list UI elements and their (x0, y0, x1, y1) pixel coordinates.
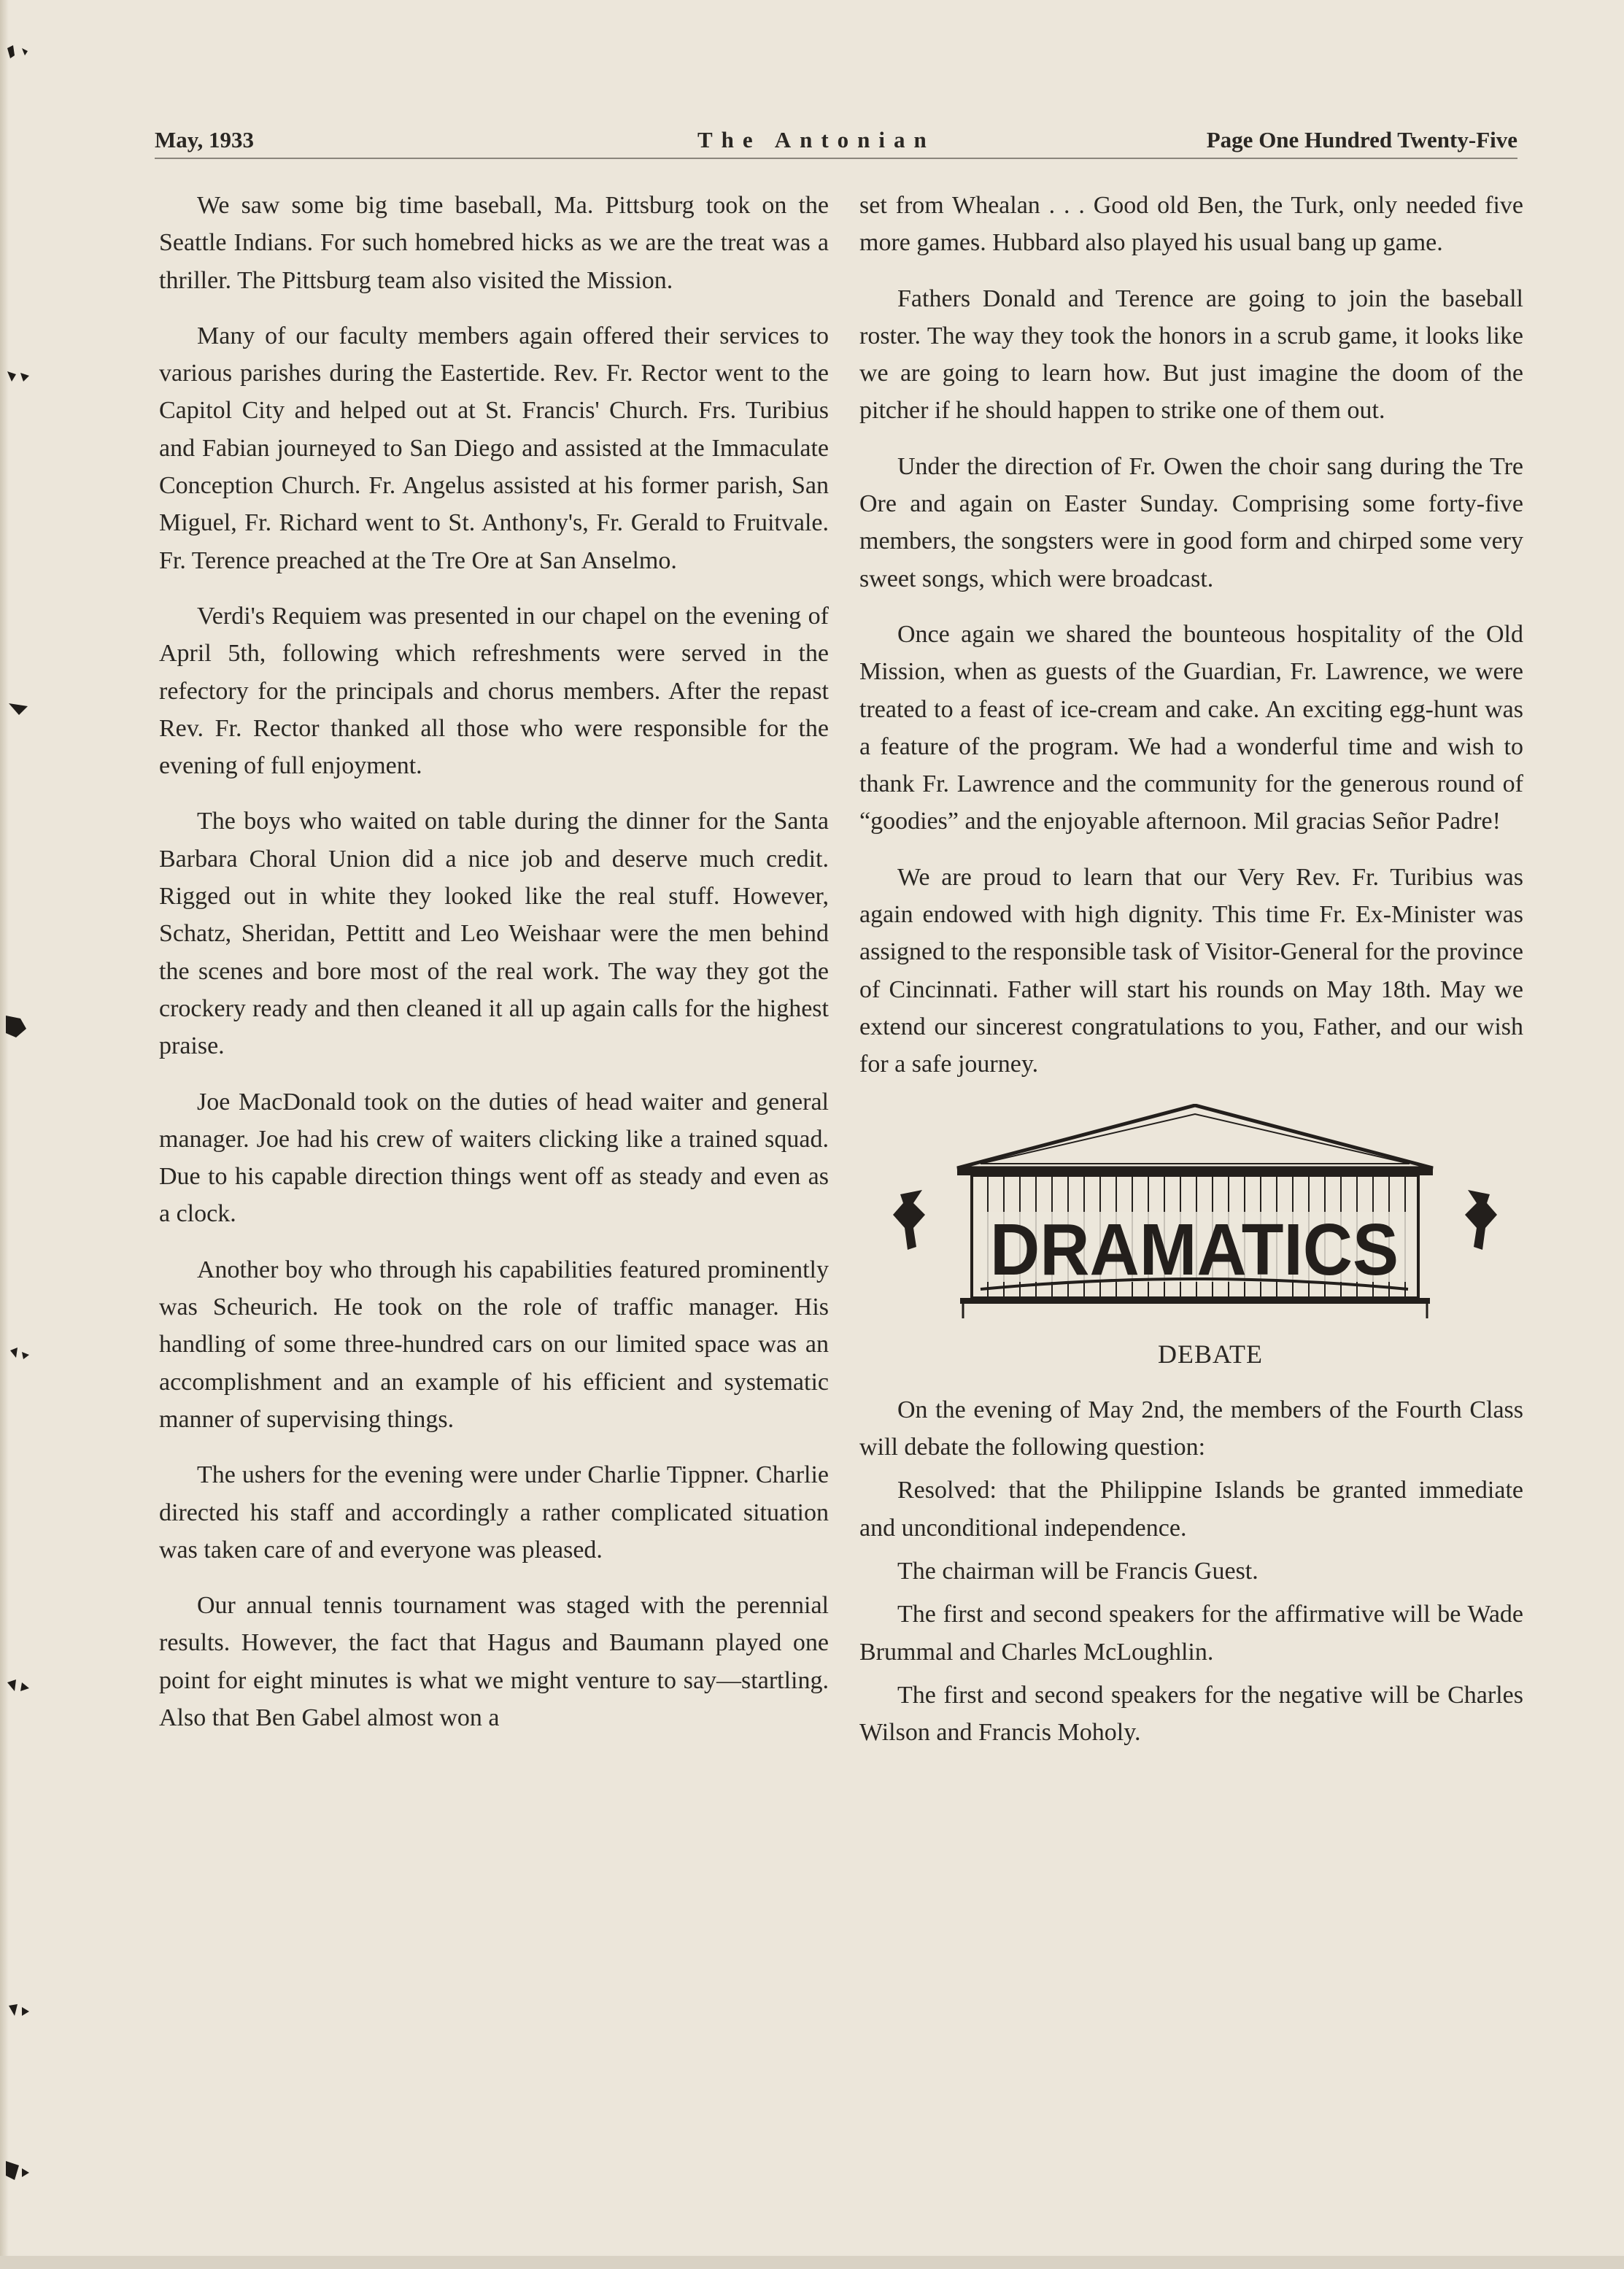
article-paragraph: Many of our faculty members again offered their services to various parishes during the Eastertide. Rev. Fr. Rector went to the Capitol City and helped out at St. Francis' Church. Frs. Turibius and Fabian journeyed to San Diego and assisted at the Immaculate Conception Church. Fr. Angelus assisted at his former parish, San Miguel, Fr. Richard went to St. Anthony's, Fr. Gerald to Fruitvale. Fr. Terence preached at the Tre Ore at San Anselmo. (159, 322, 829, 574)
section-heading-debate: DEBATE (1158, 1339, 1263, 1369)
issue-date: May, 1933 (155, 127, 255, 152)
debate-paragraph: The chairman will be Francis Guest. (897, 1558, 1258, 1585)
binding-hole-mark-icon (6, 368, 31, 384)
debate-paragraph: On the evening of May 2nd, the members of the Fourth Class will debate the following question: (859, 1396, 1523, 1461)
article-paragraph: The ushers for the evening were under Charlie Tippner. Charlie directed his staff and accordingly a rather complicated situation was taken care of and everyone was pleased. (159, 1461, 829, 1563)
binding-edge (0, 0, 9, 2269)
article-paragraph: Once again we shared the bounteous hospitality of the Old Mission, when as guests of the Guardian, Fr. Lawrence, we were treated to a feast of ice-cream and cake. An exciting egg-hunt was a feature of the program. We had a wonderful time and wish to thank Fr. Lawrence and the community for the generous round of “goodies” and the enjoyable afternoon. Mil gracias Señor Padre! (859, 620, 1523, 835)
binding-hole-mark-icon (6, 1678, 31, 1694)
header-rule (155, 158, 1517, 159)
left-column (159, 187, 829, 1755)
logo-lettering: DRAMATICS (990, 1208, 1399, 1291)
continued-paragraph: set from Whealan . . . Good old Ben, the Turk, only needed five more games. Hubbard also played his usual bang up game. (859, 192, 1523, 257)
right-column (859, 187, 1523, 1758)
article-paragraph: Joe MacDonald took on the duties of head waiter and general manager. Joe had his crew of waiters clicking like a trained squad. Due to his capable direction things went off as steady and even as a clock. (159, 1088, 829, 1228)
article-paragraph: Our annual tennis tournament was staged with the perennial results. However, the fact that Hagus and Baumann played one point for eight minutes is what we might venture to say—startling. Also that Ben Gabel almost won a (159, 1592, 829, 1731)
page-number-label: Page One Hundred Twenty-Five (1206, 127, 1517, 152)
debate-paragraph: Resolved: that the Philippine Islands be granted immediate and unconditional independence. (859, 1477, 1523, 1542)
article-paragraph: We saw some big time baseball, Ma. Pittsburg took on the Seattle Indians. For such homebred hicks as we are the treat was a thriller. The Pittsburg team also visited the Mission. (159, 192, 829, 294)
article-paragraph: Under the direction of Fr. Owen the choir sang during the Tre Ore and again on Easter Sunday. Comprising some forty-five members, the songsters were in good form and chirped some very sweet songs, which were broadcast. (859, 452, 1523, 592)
scan-bottom-edge (0, 2256, 1624, 2269)
article-paragraph: We are proud to learn that our Very Rev. Fr. Turibius was again endowed with high dignity. This time Fr. Ex-Minister was assigned to the responsible task of Visitor-General for the province of Cincinnati. Father will start his rounds on May 18th. May we extend our sincerest congratulations to you, Father, and our wish for a safe journey. (859, 863, 1523, 1078)
magazine-title: The Antonian (697, 127, 935, 152)
article-paragraph: Another boy who through his capabilities featured prominently was Scheurich. He took on the role of traffic manager. His handling of some three-hundred cars on our limited space was an accomplishment and an example of his efficient and systematic manner of supervising things. (159, 1256, 829, 1433)
article-paragraph: Verdi's Requiem was presented in our chapel on the evening of April 5th, following which refreshments were served in the refectory for the principals and chorus members. After the repast Rev. Fr. Rector thanked all those who were responsible for the evening of full enjoyment. (159, 602, 829, 780)
binding-hole-mark-icon (6, 1014, 31, 1039)
binding-hole-mark-icon (6, 2160, 31, 2181)
article-paragraph: The boys who waited on table during the dinner for the Santa Barbara Choral Union did a nice job and deserve much credit. Rigged out in white they looked like the real stuff. However, Schatz, Sheridan, Pettitt and Leo Weishaar were the men behind the scenes and bore most of the real work. The way they got the crockery ready and then cleaned it all up again calls for the highest praise. (159, 808, 829, 1060)
binding-hole-mark-icon (6, 2003, 31, 2019)
dramatics-logo (871, 1104, 1519, 1323)
binding-hole-mark-icon (6, 44, 31, 60)
debate-paragraph: The first and second speakers for the affirmative will be Wade Brummal and Charles McLoughlin. (859, 1601, 1523, 1666)
binding-hole-mark-icon (6, 1346, 31, 1362)
debate-paragraph: The first and second speakers for the negative will be Charles Wilson and Francis Moholy. (859, 1681, 1523, 1747)
binding-hole-mark-icon (6, 700, 31, 716)
article-paragraph: Fathers Donald and Terence are going to join the baseball roster. The way they took the honors in a scrub game, it looks like we are going to learn how. But just imagine the doom of the pitcher if he should happen to strike one of them out. (859, 285, 1523, 425)
